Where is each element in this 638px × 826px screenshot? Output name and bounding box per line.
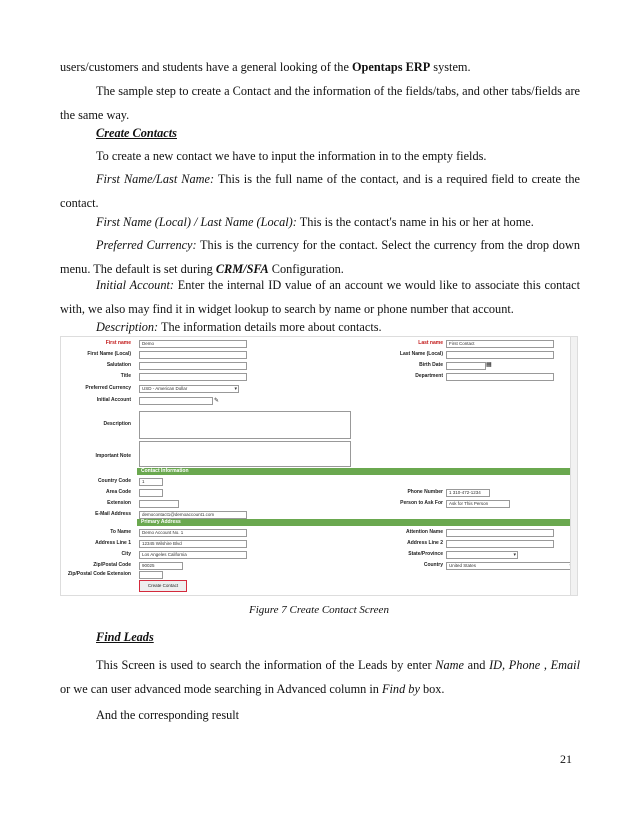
heading-text: Find Leads	[96, 630, 154, 644]
label-to-name: To Name	[110, 529, 131, 535]
zip-extension-input[interactable]	[139, 571, 163, 579]
label-important-note: Important Note	[95, 453, 131, 459]
description-textarea[interactable]	[139, 411, 351, 439]
text: box.	[419, 681, 445, 696]
email-input[interactable]: democontact1@demoaccount1.com	[139, 511, 247, 519]
label-address-line-2: Address Line 2	[407, 540, 443, 546]
department-input[interactable]	[446, 373, 554, 381]
label-zip: Zip/Postal Code	[93, 562, 131, 568]
paragraph-sample-step: The sample step to create a Contact and the information of the fields/tabs, and other tabs/fields are the same way.	[60, 84, 580, 122]
bold-text: Opentaps ERP	[351, 60, 431, 74]
address-line-1-input[interactable]: 12345 Wilshire Blvd	[139, 540, 247, 548]
text: system.	[430, 60, 471, 74]
italic-text: ID, Phone , Email	[489, 658, 580, 672]
heading-find-leads	[60, 626, 580, 650]
italic-text: First Name/Last Name:	[96, 172, 215, 186]
salutation-input[interactable]	[139, 362, 247, 370]
label-email: E-Mail Address	[95, 511, 131, 517]
text: and	[463, 658, 490, 672]
title-input[interactable]	[139, 373, 247, 381]
section-contact-information: Contact Information	[137, 468, 575, 475]
text: Enter the internal ID value of an account we would like to associate this contact with, we also may find it in widget lookup to search by name or phone number that account.	[60, 278, 580, 316]
label-attention-name: Attention Name	[406, 529, 443, 535]
section-primary-address: Primary Address	[137, 519, 575, 526]
label-initial-account: Initial Account	[96, 397, 131, 403]
label-last-name-local: Last Name (Local)	[399, 351, 443, 357]
italic-text: Name	[435, 658, 464, 672]
label-city: City	[121, 551, 131, 557]
label-person-to-ask: Person to Ask For	[400, 500, 443, 506]
paragraph-create-contact: To create a new contact we have to input the information in to the empty fields.	[96, 149, 487, 163]
italic-text: Find by	[382, 681, 420, 696]
scrollbar[interactable]	[570, 337, 577, 595]
text: or we can user advanced mode searching in Advanced column in	[60, 681, 382, 696]
label-extension: Extension	[107, 500, 131, 506]
heading-create-contacts	[60, 122, 580, 146]
text: This is the contact's name in his or her at home.	[296, 215, 534, 229]
bold-italic-text: CRM/SFA	[215, 261, 269, 276]
text: This is the full name of the contact, and is a required field to create the contact.	[60, 172, 580, 210]
person-to-ask-input[interactable]: Ask for This Person	[446, 500, 510, 508]
to-name-input[interactable]: Demo Account No. 1	[139, 529, 247, 537]
initial-account-input[interactable]	[139, 397, 213, 405]
italic-text: First Name (Local) / Last Name (Local):	[96, 215, 297, 229]
birth-date-input[interactable]	[446, 362, 486, 370]
text: This Screen is used to search the information of the Leads by enter	[96, 658, 436, 672]
area-code-input[interactable]	[139, 489, 163, 497]
city-input[interactable]: Los Angeles California	[139, 551, 247, 559]
text: Configuration.	[268, 261, 344, 276]
label-address-line-1: Address Line 1	[95, 540, 131, 546]
text: users/customers and students have a general looking of the	[60, 60, 352, 74]
first-name-input[interactable]: Demo	[139, 340, 247, 348]
country-code-input[interactable]: 1	[139, 478, 163, 486]
paragraph-initial-account	[60, 274, 580, 321]
create-contact-screenshot	[60, 336, 578, 596]
italic-text: Description:	[96, 320, 159, 334]
label-description: Description	[103, 421, 131, 427]
last-name-local-input[interactable]	[446, 351, 554, 359]
italic-text: Preferred Currency:	[96, 238, 197, 252]
label-salutation: Salutation	[106, 362, 131, 368]
text: This is the currency for the contact. Select the currency from the drop down menu. The default is set during	[60, 238, 580, 276]
label-area-code: Area Code	[105, 489, 131, 495]
label-last-name: Last name	[418, 340, 443, 346]
create-contact-button[interactable]: Create Contact	[139, 580, 187, 592]
label-phone-number: Phone Number	[407, 489, 443, 495]
heading-text: Create Contacts	[96, 126, 177, 140]
first-name-local-input[interactable]	[139, 351, 247, 359]
page-number: 21	[560, 752, 572, 766]
italic-text: Initial Account:	[96, 278, 174, 292]
paragraph-intro	[60, 56, 580, 80]
calendar-icon[interactable]: ▦	[486, 362, 492, 368]
paragraph-find-leads	[60, 654, 580, 701]
country-select[interactable]: United States ▾	[446, 562, 574, 570]
label-birth-date: Birth Date	[419, 362, 443, 368]
address-line-2-input[interactable]	[446, 540, 554, 548]
state-select[interactable]	[446, 551, 518, 559]
lookup-icon[interactable]: ✎	[214, 398, 220, 404]
paragraph-local-name	[60, 211, 580, 235]
label-zip-extension: Zip/Postal Code Extension	[67, 571, 131, 577]
phone-number-input[interactable]: 1 310-472-1234	[446, 489, 490, 497]
text: The information details more about contacts.	[158, 320, 382, 334]
paragraph-result: And the corresponding result	[96, 708, 240, 722]
label-country: Country	[423, 562, 443, 568]
zip-input[interactable]: 90025	[139, 562, 183, 570]
currency-select[interactable]: USD - American Dollar ▾	[139, 385, 239, 393]
label-preferred-currency: Preferred Currency	[85, 385, 131, 391]
label-department: Department	[415, 373, 443, 379]
important-note-textarea[interactable]	[139, 441, 351, 467]
label-title: Title	[120, 373, 131, 379]
attention-name-input[interactable]	[446, 529, 554, 537]
label-state: State/Province	[408, 551, 443, 557]
label-first-name-local: First Name (Local)	[87, 351, 131, 357]
label-first-name: First name	[105, 340, 131, 346]
figure-caption: Figure 7 Create Contact Screen	[249, 604, 389, 616]
last-name-input[interactable]: First Contact	[446, 340, 554, 348]
paragraph-first-last-name	[60, 168, 580, 215]
extension-input[interactable]	[139, 500, 179, 508]
label-country-code: Country Code	[97, 478, 131, 484]
